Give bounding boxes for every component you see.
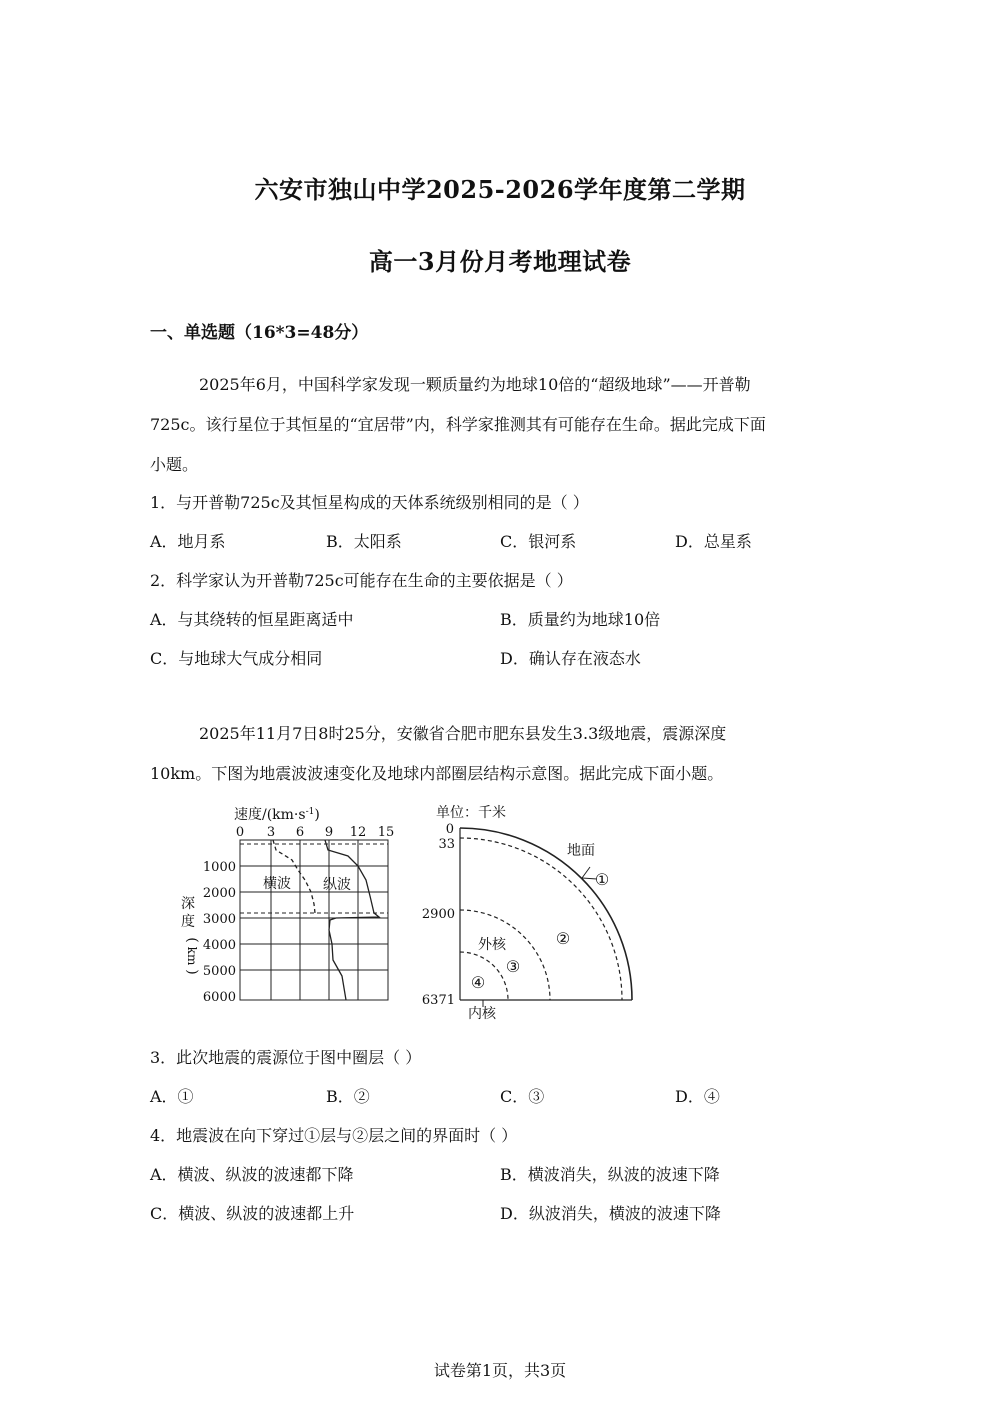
depth-2900: 2900 xyxy=(421,907,455,922)
q4-option-c: C．横波、纵波的波速都上升 xyxy=(150,1204,355,1223)
q1-option-d: D．总星系 xyxy=(675,532,752,551)
q4-option-a: A．横波、纵波的波速都下降 xyxy=(150,1165,354,1184)
svg-text:度: 度 xyxy=(181,914,195,930)
earth-interior-diagram xyxy=(422,804,632,1022)
q2-option-a: A．与其绕转的恒星距离适中 xyxy=(150,610,354,629)
section-heading: 一、单选题（16*3=48分） xyxy=(150,323,369,343)
svg-text:km: km xyxy=(185,946,199,966)
y-tick-1000: 1000 xyxy=(202,860,236,875)
depth-6371: 6371 xyxy=(421,993,455,1008)
layer-3-marker: ③ xyxy=(505,957,521,976)
q2-option-d: D．确认存在液态水 xyxy=(500,649,641,668)
q2-stem: 2．科学家认为开普勒725c可能存在生命的主要依据是（ ） xyxy=(150,571,573,590)
passage1-line3: 小题。 xyxy=(150,455,199,474)
q3-option-b: B．② xyxy=(326,1087,370,1106)
svg-text:深: 深 xyxy=(181,896,195,912)
passage2-line2: 10km。下图为地震波波速变化及地球内部圈层结构示意图。据此完成下面小题。 xyxy=(150,764,724,783)
q2-option-c: C．与地球大气成分相同 xyxy=(150,649,323,668)
exam-title-line1: 六安市独山中学2025-2026学年度第二学期 xyxy=(254,175,746,204)
layer-1-marker: ① xyxy=(594,870,610,889)
q1-option-c: C．银河系 xyxy=(500,532,577,551)
x-tick-9: 9 xyxy=(324,825,334,840)
q2-option-b: B．质量约为地球10倍 xyxy=(500,610,661,629)
q1-option-a: A．地月系 xyxy=(150,532,226,551)
depth-0: 0 xyxy=(445,822,454,837)
y-tick-4000: 4000 xyxy=(202,938,236,953)
q4-option-d: D．纵波消失，横波的波速下降 xyxy=(500,1204,721,1223)
wave-speed-chart xyxy=(181,806,394,1005)
passage1-line2: 725c。该行星位于其恒星的“宜居带”内，科学家推测其有可能存在生命。据此完成下面 xyxy=(150,415,766,434)
page-footer: 试卷第1页，共3页 xyxy=(433,1361,567,1380)
surface-label: 地面 xyxy=(567,843,595,859)
q3-stem: 3．此次地震的震源位于图中圈层（ ） xyxy=(150,1048,422,1067)
q3-option-c: C．③ xyxy=(500,1087,545,1106)
speed-axis-label: 速度$/(km\cdot s^{-1})$ xyxy=(234,807,320,823)
chart-grid xyxy=(240,840,388,1000)
y-tick-2000: 2000 xyxy=(202,886,236,901)
leader-line xyxy=(582,867,590,878)
s-wave-label: 横波 xyxy=(263,876,291,892)
x-tick-15: 15 xyxy=(377,825,395,840)
depth-axis-label xyxy=(181,896,200,975)
depth-33: 33 xyxy=(438,837,455,852)
svg-text:): ) xyxy=(184,969,200,975)
q3-option-a: A．① xyxy=(150,1087,194,1106)
passage1-line1: 2025年6月，中国科学家发现一颗质量约为地球10倍的“超级地球”——开普勒 xyxy=(199,375,751,394)
svg-text:(: ( xyxy=(184,937,200,943)
y-tick-6000: 6000 xyxy=(202,990,236,1005)
q3-option-d: D．④ xyxy=(675,1087,720,1106)
x-tick-12: 12 xyxy=(349,825,367,840)
x-tick-3: 3 xyxy=(266,825,276,840)
q4-stem: 4．地震波在向下穿过①层与②层之间的界面时（ ） xyxy=(150,1126,518,1145)
passage2-line1: 2025年11月7日8时25分，安徽省合肥市肥东县发生3.3级地震，震源深度 xyxy=(199,724,727,743)
q1-stem: 1．与开普勒725c及其恒星构成的天体系统级别相同的是（ ） xyxy=(150,493,589,512)
layer-4-marker: ④ xyxy=(470,973,486,992)
p-wave-curve xyxy=(325,840,379,1000)
exam-title-line2: 高一3月份月考地理试卷 xyxy=(368,247,632,276)
seismic-figure xyxy=(170,800,660,1030)
inner-core-label: 内核 xyxy=(468,1006,496,1022)
outer-core-label: 外核 xyxy=(478,937,506,953)
q1-option-b: B．太阳系 xyxy=(326,532,402,551)
unit-label: 单位：千米 xyxy=(436,805,506,821)
x-tick-0: 0 xyxy=(235,825,245,840)
layer-2-marker: ② xyxy=(555,929,571,948)
y-tick-3000: 3000 xyxy=(202,912,236,927)
q4-option-b: B．横波消失，纵波的波速下降 xyxy=(500,1165,720,1184)
x-tick-6: 6 xyxy=(295,825,305,840)
p-wave-label: 纵波 xyxy=(323,877,351,893)
y-tick-5000: 5000 xyxy=(202,964,236,979)
